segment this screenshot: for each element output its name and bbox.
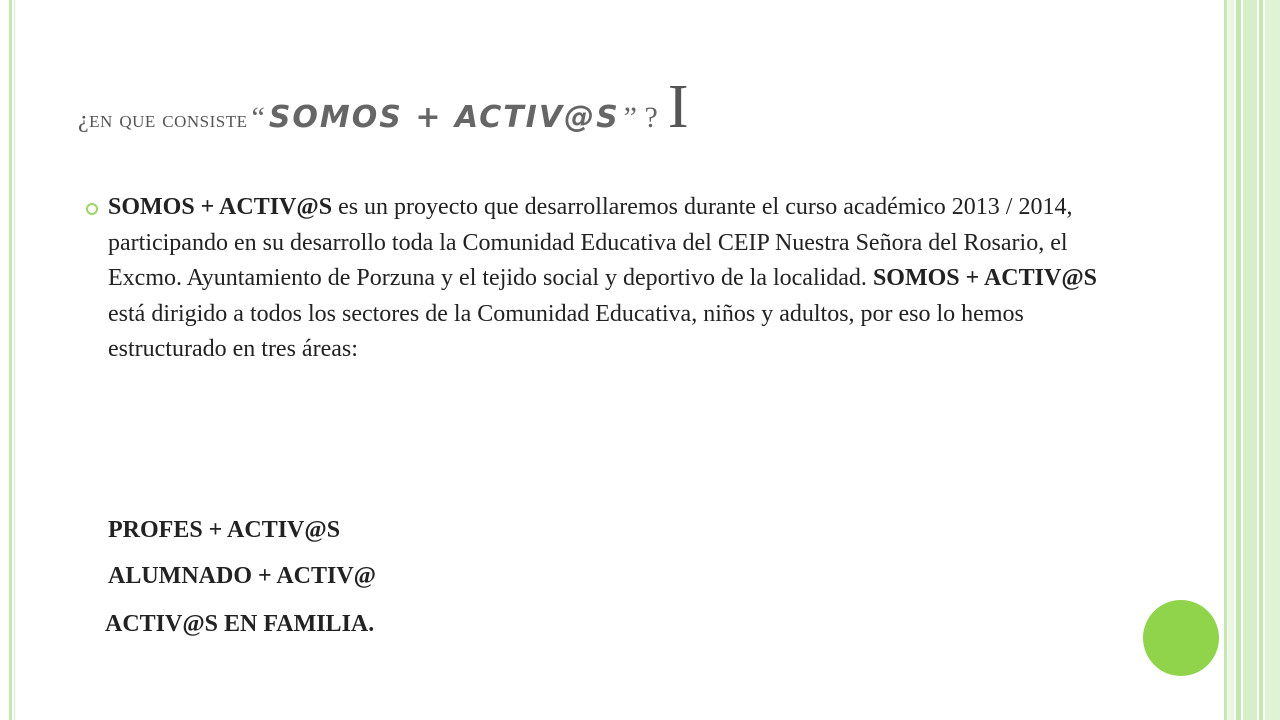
right-stripe [1236, 0, 1241, 720]
title-brand: SOMOS + ACTIV@S [268, 100, 620, 135]
slide-title [78, 72, 688, 143]
area-item: ALUMNADO + ACTIV@ [108, 563, 377, 589]
title-close-quote: ” ? [623, 101, 658, 134]
left-frame-inner-line [14, 0, 15, 720]
right-stripe [1228, 0, 1234, 720]
right-stripe [1259, 0, 1263, 720]
body-lead-bold: SOMOS + ACTIV@S [108, 194, 333, 220]
right-stripe [1265, 0, 1280, 720]
body-paragraph [108, 190, 1118, 368]
body-part-1: es un proyecto que desarrollaremos durante el curso académico 2013 / 2014, participando en su desarrollo toda la Comunidad Educativa del CEIP Nuestra Señora del Rosario, el Excmo. Ayuntamiento de Porzuna y el tejido social y deportivo de la localidad. [108, 194, 1073, 291]
title-prefix: ¿en que consiste [78, 107, 248, 133]
area-item: ACTIV@S EN FAMILIA. [105, 611, 375, 637]
title-open-quote: “ [251, 101, 265, 134]
body-mid-bold: SOMOS + ACTIV@S [872, 265, 1097, 291]
bullet-circle-icon [86, 203, 98, 215]
body-part-2: está dirigido a todos los sectores de la Comunidad Educativa, niños y adultos, por eso lo hemos estructurado en tres áreas: [108, 300, 1024, 362]
green-circle-decoration [1143, 600, 1219, 676]
right-stripe [1224, 0, 1227, 720]
right-stripe [1243, 0, 1257, 720]
title-roman-numeral: I [667, 73, 689, 141]
left-frame-line [9, 0, 12, 720]
area-item: PROFES + ACTIV@S [108, 517, 341, 543]
